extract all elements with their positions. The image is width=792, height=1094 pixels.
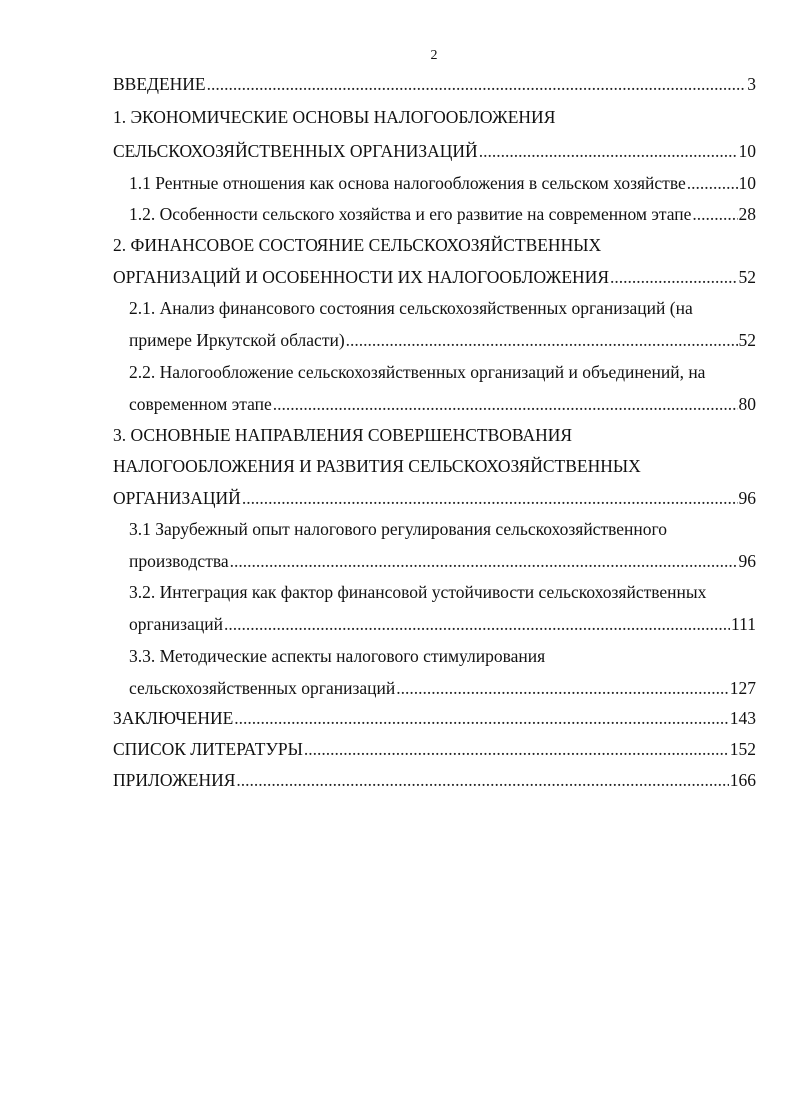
toc-page-number: 96 [738,488,756,508]
toc-entry-title: сельскохозяйственных организаций [129,678,396,698]
toc-page-number: 152 [729,739,756,759]
toc-entry-conclusion [113,707,756,729]
toc-page-number: 28 [738,204,756,224]
leader-dots [242,487,738,509]
toc-entry-chapter-3 [113,487,756,509]
toc-entry-2-1-title: 2.1. Анализ финансового состояния сельскохозяйственных организаций (на [129,298,693,318]
toc-chapter-1-title: 1. ЭКОНОМИЧЕСКИЕ ОСНОВЫ НАЛОГООБЛОЖЕНИЯ [113,107,556,127]
toc-entry-3-2 [129,613,756,635]
toc-entry-title: ОРГАНИЗАЦИЙ И ОСОБЕННОСТИ ИХ НАЛОГООБЛОЖЕНИЯ [113,267,609,287]
leader-dots [230,550,738,572]
toc-page-number: 127 [729,678,756,698]
toc-chapter-3-title-line-1: 3. ОСНОВНЫЕ НАПРАВЛЕНИЯ СОВЕРШЕНСТВОВАНИЯ [113,425,573,445]
toc-page-number: 3 [747,74,756,94]
toc-entry-chapter-1 [113,140,756,162]
toc-page-number: 52 [738,267,756,287]
toc-entry-title: СЕЛЬСКОХОЗЯЙСТВЕННЫХ ОРГАНИЗАЦИЙ [113,141,478,161]
toc-entry-2-2 [129,393,756,415]
toc-entry-1-2 [129,203,756,225]
leader-dots [234,707,728,729]
toc-entry-title: ОРГАНИЗАЦИЙ [113,488,241,508]
toc-page-number: 52 [738,330,756,350]
leader-dots [687,172,738,194]
toc-entry-title: ПРИЛОЖЕНИЯ [113,770,236,790]
toc-page-number: 166 [729,770,756,790]
leader-dots [346,329,738,351]
page-number: 2 [430,48,438,63]
leader-dots [396,677,729,699]
toc-entry-appendices [113,769,756,791]
toc-entry-title: ЗАКЛЮЧЕНИЕ [113,708,234,728]
toc-page-number: 96 [738,551,756,571]
toc-entry-3-3-title: 3.3. Методические аспекты налогового стимулирования [129,646,546,666]
leader-dots [304,738,729,760]
leader-dots [224,613,730,635]
toc-entry-title: современном этапе [129,394,272,414]
toc-entry-title: примере Иркутской области) [129,330,345,350]
toc-page-number: 80 [738,394,756,414]
toc-chapter-3-title-line-2: НАЛОГООБЛОЖЕНИЯ И РАЗВИТИЯ СЕЛЬСКОХОЗЯЙСТВЕННЫХ [113,456,641,476]
toc-page-number: 111 [731,614,756,634]
toc-chapter-2-title: 2. ФИНАНСОВОЕ СОСТОЯНИЕ СЕЛЬСКОХОЗЯЙСТВЕННЫХ [113,235,602,255]
toc-entry-1-1 [129,172,756,194]
toc-entry-3-2-title: 3.2. Интеграция как фактор финансовой устойчивости сельскохозяйственных [129,582,707,602]
toc-entry-title: организаций [129,614,223,634]
toc-entry-title: ВВЕДЕНИЕ [113,74,206,94]
leader-dots [610,266,738,288]
toc-entry-3-3 [129,677,756,699]
toc-entry-title: 1.1 Рентные отношения как основа налогообложения в сельском хозяйстве [129,173,686,193]
leader-dots [273,393,738,415]
toc-entry-3-1 [129,550,756,572]
toc-entry-2-2-title: 2.2. Налогообложение сельскохозяйственных организаций и объединений, на [129,362,706,382]
toc-entry-chapter-2 [113,266,756,288]
leader-dots [207,73,747,95]
toc-entry-title: 1.2. Особенности сельского хозяйства и его развитие на современном этапе [129,204,692,224]
toc-entry-3-1-title: 3.1 Зарубежный опыт налогового регулирования сельскохозяйственного [129,519,667,539]
toc-page-number: 10 [738,173,756,193]
toc-entry-2-1 [129,329,756,351]
toc-entry-intro [113,73,756,95]
toc-entry-title: производства [129,551,229,571]
leader-dots [692,203,737,225]
leader-dots [236,769,728,791]
leader-dots [479,140,738,162]
toc-page-number: 143 [729,708,756,728]
toc-page-number: 10 [738,141,756,161]
toc-entry-title: СПИСОК ЛИТЕРАТУРЫ [113,739,303,759]
toc-entry-references [113,738,756,760]
